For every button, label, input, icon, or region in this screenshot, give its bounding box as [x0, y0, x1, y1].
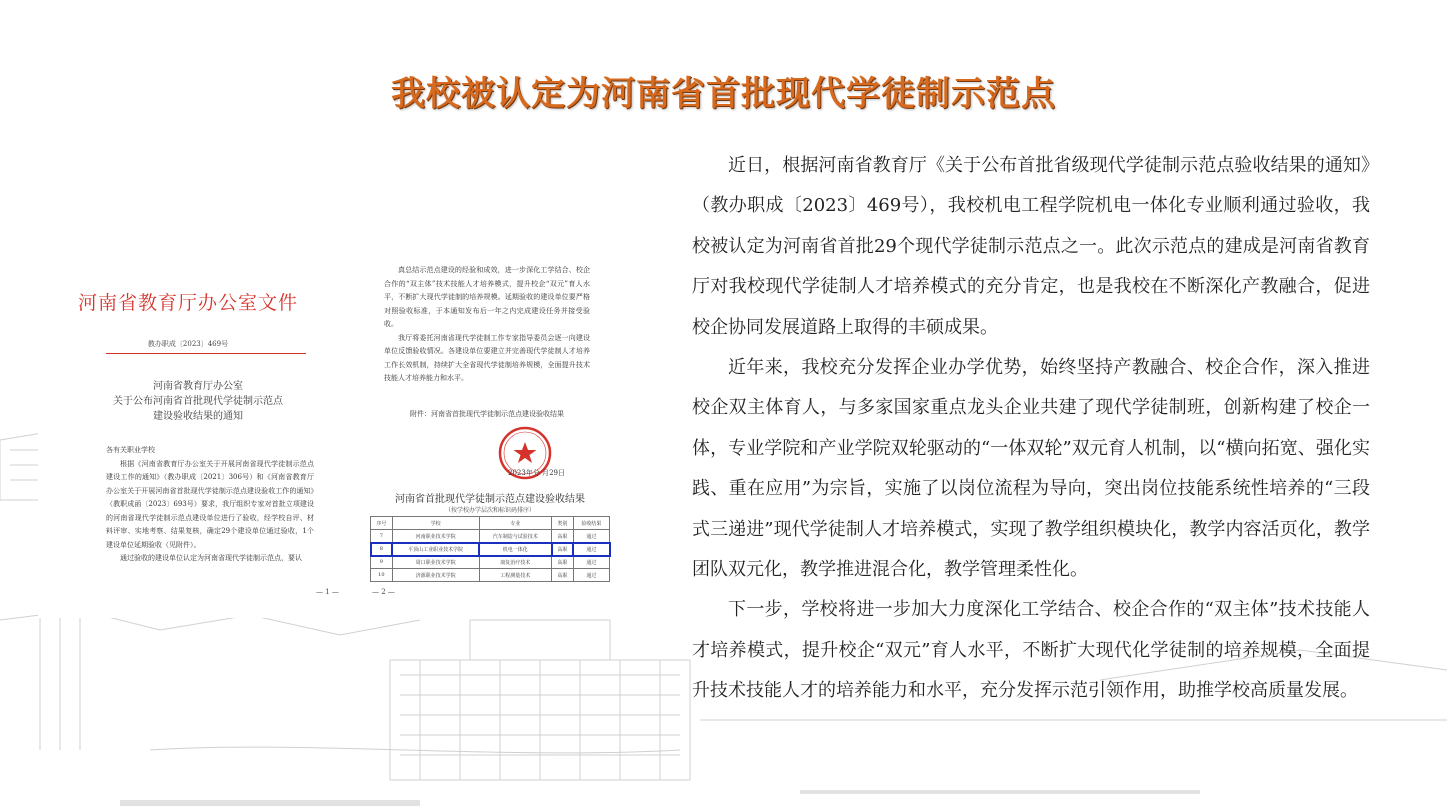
body-paragraph: 通过验收的建设单位认定为河南省现代学徒制示范点，要认: [120, 554, 302, 562]
body-paragraph: 真总结示范点建设的经验和成效，进一步深化工学结合、校企合作的“双主体”技术技能人才培养模式，提升校企“双元”育人水平，不断扩大现代学徒制的培养规模。延期验收的建设单位要严格对照验收标准，于本通知发布后一年之内完成建设任务并接受验收。: [384, 266, 590, 328]
document-header: 河南省教育厅办公室文件: [78, 292, 299, 314]
red-divider: [106, 353, 306, 354]
article-paragraph: 下一步，学校将进一步加大力度深化工学结合、校企合作的“双主体”技术技能人才培养模式，提升校企“双元”育人水平，不断扩大现代化学徒制的培养规模，全面提升技术技能人才的培养能力和水平，充分发挥示范引领作用，助推学校高质量发展。: [692, 599, 1370, 702]
table-cell: 7: [371, 530, 393, 543]
table-cell: 通过: [573, 556, 609, 569]
table-cell: 平顶山工业职业技术学院: [392, 543, 479, 556]
table-cell: 通过: [573, 543, 609, 556]
document-number: 教办职成〔2023〕469号: [147, 340, 229, 348]
article-paragraph: 近日，根据河南省教育厅《关于公布首批省级现代学徒制示范点验收结果的通知》（教办职成〔2023〕469号），我校机电工程学院机电一体化专业顺利通过验收，我校被认定为河南省首批29个现代学徒制示范点之一。此次示范点的建成是河南省教育厅对我校现代学徒制人才培养模式的充分肯定，也是我校在不断深化产教融合，促进校企协同发展道路上取得的丰硕成果。: [692, 155, 1370, 338]
body-paragraph: 我厅将委托河南省现代学徒制工作专家指导委员会逐一向建设单位反馈验收情况。各建设单位要建立并完善现代学徒制人才培养工作长效机制，持续扩大全省现代学徒制培养规模，全面提升技术技能人才培养能力和水平。: [384, 333, 590, 382]
table-cell: 高职: [552, 569, 574, 582]
article-paragraph: 近年来，我校充分发挥企业办学优势，始终坚持产教融合、校企合作，深入推进校企双主体育人，与多家国家重点龙头企业共建了现代学徒制班，创新构建了校企一体，专业学院和产业学院双轮驱动的“一体双轮”双元育人机制，以“横向拓宽、强化实践、重在应用”为宗旨，实施了以岗位流程为导向，突出岗位技能系统性培养的“三段式三递进”现代学徒制人才培养模式，实现了教学组织模块化，教学内容活页化，教学团队双元化，教学推进混合化，教学管理柔性化。: [692, 357, 1370, 581]
table-cell: 周口职业技术学院: [392, 556, 479, 569]
table-cell: 9: [371, 556, 393, 569]
table-cell: 济源职业技术学院: [392, 569, 479, 582]
result-table: [370, 516, 610, 582]
table-cell: 河南职业技术学院: [392, 530, 479, 543]
attachment-line: 附件：河南省首批现代学徒制示范点建设验收结果: [410, 410, 564, 418]
body-paragraph: 根据《河南省教育厅办公室关于开展河南省现代学徒制示范点建设工作的通知》（教办职成〔2021〕306号）和《河南省教育厅办公室关于开展河南省首批现代学徒制示范点建设验收工作的通知》（教职成函〔2023〕693号）要求，我厅组织专家对首批立项建设的河南省现代学徒制示范点建设单位进行了验收，经学校自评、材料评审、实地考察、结果复核，确定29个建设单位通过验收，1个建设单位延期验收（见附件）。: [106, 459, 314, 549]
table-cell: 通过: [573, 569, 609, 582]
table-row-highlighted: [371, 543, 610, 556]
table-cell: 康复治疗技术: [479, 556, 551, 569]
table-row: [371, 530, 610, 543]
column-header: 专业: [479, 517, 551, 530]
table-cell: 高职: [552, 556, 574, 569]
document-body: [384, 264, 590, 386]
table-cell: 汽车制造与试验技术: [479, 530, 551, 543]
issuer-line: 建设验收结果的通知: [153, 411, 243, 422]
table-header-row: [371, 517, 610, 530]
table-cell: 机电一体化: [479, 543, 551, 556]
table-cell: 高职: [552, 530, 574, 543]
issuer-line: 关于公布河南省首批现代学徒制示范点: [113, 396, 283, 407]
page-number: — 2 —: [372, 588, 395, 596]
issuer-line: 河南省教育厅办公室: [153, 381, 243, 392]
result-title: 河南省首批现代学徒制示范点建设验收结果: [395, 494, 585, 505]
table-cell: 10: [371, 569, 393, 582]
column-header: 序号: [371, 517, 393, 530]
article-body: [692, 146, 1370, 712]
page-title: 我校被认定为河南省首批现代学徒制示范点: [391, 74, 1056, 114]
result-subtitle: （按学校办学层次和标识码排序）: [444, 507, 535, 514]
column-header: 验收结果: [573, 517, 609, 530]
table-cell: 通过: [573, 530, 609, 543]
table-cell: 工程测量技术: [479, 569, 551, 582]
date-month: 分 月: [532, 469, 550, 477]
document-page-2: [356, 258, 666, 618]
date-year: 2023年: [508, 469, 533, 477]
notice-document-image: [38, 258, 666, 618]
document-issuer-title: [98, 379, 298, 424]
table-cell: 高职: [552, 543, 574, 556]
issue-date: [508, 468, 565, 478]
column-header: 学校: [392, 517, 479, 530]
table-row: [371, 556, 610, 569]
table-cell: 8: [371, 543, 393, 556]
table-row: [371, 569, 610, 582]
salutation: 各有关职业学校: [106, 446, 155, 454]
date-day: 29日: [549, 469, 565, 477]
page-number: — 1 —: [316, 588, 339, 596]
column-header: 类别: [552, 517, 574, 530]
document-page-1: [38, 258, 348, 618]
document-body: [106, 444, 314, 566]
